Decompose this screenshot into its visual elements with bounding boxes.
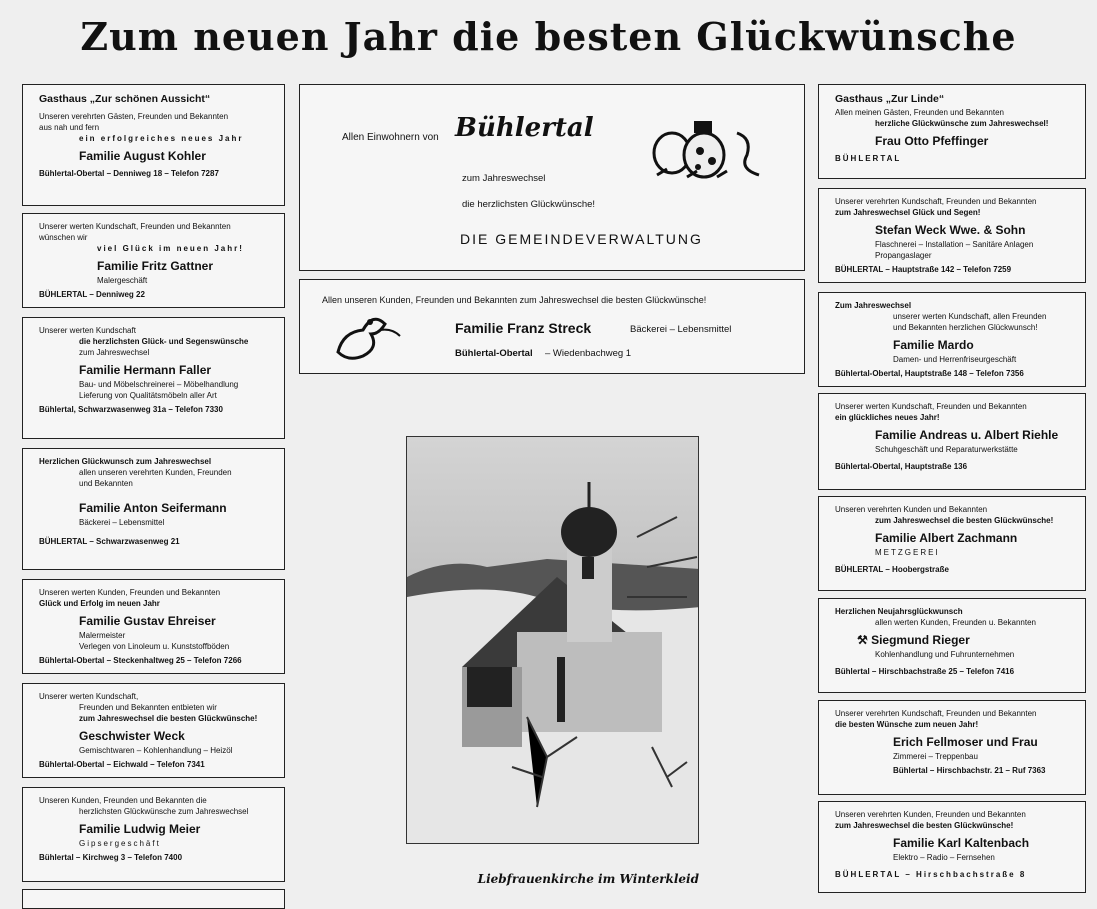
ad-line: Unserer werten Kundschaft, Freunden und Bekannten [39,222,231,231]
ad-zachmann [818,496,1086,591]
ad-place: Bühlertal-Obertal – Steckenhaltweg 25 – Telefon 7266 [39,656,242,665]
ad-name: Familie Hermann Faller [79,363,212,377]
ad-sub: Malergeschäft [97,276,148,285]
ad-meier [22,787,285,882]
ad-line: Unserer werten Kundschaft, Freunden und Bekannten [835,402,1027,411]
ad-line: allen werten Kunden, Freunden u. Bekannten [875,618,1037,627]
ad-line: Unseren verehrten Gästen, Freunden und Bekannten [39,112,229,121]
ad-line: unserer werten Kundschaft, allen Freunden [893,312,1047,321]
ad-line: Allen meinen Gästen, Freunden und Bekannten [835,108,1005,117]
ad-sub: Zimmerei – Treppenbau [893,752,978,761]
ad-pfeffinger [818,84,1086,179]
ad-stefan-weck [818,188,1086,283]
ad-line: Unserer verehrten Kundschaft, Freunden und Bekannten [835,709,1037,718]
baker-illustration [330,312,405,367]
ad-riehle [818,393,1086,490]
ad-place: BÜHLERTAL – Hauptstraße 142 – Telefon 7259 [835,265,1012,274]
ad-sub: METZGEREI [875,548,940,557]
ad-town: Bühlertal [455,113,594,143]
ad-line: allen unseren verehrten Kunden, Freunden [79,468,232,477]
ad-line: zum Jahreswechsel [462,173,546,184]
ad-gattner [22,213,285,308]
ad-sub: Malermeister [79,631,126,640]
ad-sub: Bäckerei – Lebensmittel [79,518,165,527]
ad-place: Bühlertal, Schwarzwasenweg 31a – Telefon 7330 [39,405,223,414]
ad-line: ein glückliches neues Jahr! [835,413,940,422]
ad-name: Familie Andreas u. Albert Riehle [875,428,1059,442]
ad-line: Glück und Erfolg im neuen Jahr [39,599,160,608]
ad-place: BÜHLERTAL – Schwarzwasenweg 21 [39,537,180,546]
ad-line: Unseren verehrten Kunden, Freunden und Bekannten [835,810,1026,819]
ad-seifermann [22,448,285,570]
ad-line: Unseren verehrten Kunden und Bekannten [835,505,988,514]
ad-name: Familie Albert Zachmann [875,531,1018,545]
ad-place: Bühlertal – Kirchweg 3 – Telefon 7400 [39,853,183,862]
ad-sub: Elektro – Radio – Fernsehen [893,853,995,862]
ad-place: Bühlertal – Hirschbachstr. 21 – Ruf 7363 [893,766,1046,775]
ad-name: Stefan Weck Wwe. & Sohn [875,223,1026,237]
ad-name: Geschwister Weck [79,729,185,743]
ad-weck [22,683,285,778]
ad-sub: Flaschnerei – Installation – Sanitäre Anlagen [875,240,1034,249]
ad-name: Familie Gustav Ehreiser [79,614,216,628]
ad-place: Bühlertal – Hirschbachstraße 25 – Telefon 7416 [835,667,1015,676]
ad-sub: Kohlenhandlung und Fuhrunternehmen [875,650,1015,659]
ad-sub: Gemischtwaren – Kohlenhandlung – Heizöl [79,746,233,755]
ad-name: Erich Fellmoser und Frau [893,735,1038,749]
ad-sub: Verlegen von Linoleum u. Kunststoffböden [79,642,230,651]
ad-sub: Gipsergeschäft [79,839,161,848]
ad-place: BÜHLERTAL – Hoobergstraße [835,565,949,574]
photo-caption: Liebfrauenkirche im Winterkleid [477,872,699,886]
ad-line: zum Jahreswechsel [79,348,150,357]
ad-line: Herzlichen Glückwunsch zum Jahreswechsel [39,457,212,466]
ad-line: Unserer werten Kundschaft, [39,692,139,701]
ad-kohler [22,84,285,206]
ad-line: zum Jahreswechsel die besten Glückwünsche! [79,714,258,723]
ad-name: Familie Ludwig Meier [79,822,201,836]
ad-line: wünschen wir [39,233,88,242]
ad-line: ein erfolgreiches neues Jahr [79,134,244,143]
ad-sub: Schuhgeschäft und Reparaturwerkstätte [875,445,1018,454]
ad-place: BÜHLERTAL – Hirschbachstraße 8 [835,870,1027,879]
ad-partial [22,889,285,909]
ad-fellmoser [818,700,1086,795]
ad-line: zum Jahreswechsel die besten Glückwünsche! [835,821,1014,830]
ad-line: viel Glück im neuen Jahr! [97,244,244,253]
ad-name: Familie Anton Seifermann [79,501,227,515]
ad-intro: Allen Einwohnern von [342,132,439,143]
ad-line: die herzlichsten Glückwünsche! [462,199,596,210]
ad-line: und Bekannten herzlichen Glückwunsch! [893,323,1038,332]
ad-name: Frau Otto Pfeffinger [875,134,989,148]
ad-head: Gasthaus „Zur Linde“ [835,93,945,105]
ad-intro: Allen unseren Kunden, Freunden und Bekannten zum Jahreswechsel die besten Glückwünsche! [322,295,707,305]
tools-icon: ⚒ [857,633,872,647]
ad-place: Bühlertal-Obertal – Eichwald – Telefon 7341 [39,760,205,769]
ad-name: Familie August Kohler [79,149,206,163]
ad-ehreiser [22,579,285,674]
ad-line: aus nah und fern [39,123,100,132]
ad-line: Freunden und Bekannten entbieten wir [79,703,217,712]
ad-mardo [818,292,1086,387]
ad-place: BÜHLERTAL – Denniweg 22 [39,290,145,299]
ad-line: Unseren Kunden, Freunden und Bekannten die [39,796,207,805]
ad-line: Herzlichen Neujahrsglückwunsch [835,607,963,616]
ad-sub: Damen- und Herrenfriseurgeschäft [893,355,1017,364]
ad-rieger [818,598,1086,693]
ad-line: Zum Jahreswechsel [835,301,912,310]
ad-line: Unseren werten Kunden, Freunden und Bekannten [39,588,221,597]
ad-place: BÜHLERTAL [835,154,902,163]
church-illustration [407,437,699,844]
ad-sub: Bau- und Möbelschreinerei – Möbelhandlung [79,380,239,389]
ad-line: die besten Wünsche zum neuen Jahr! [835,720,979,729]
ad-signature: DIE GEMEINDEVERWALTUNG [460,231,703,247]
ad-name-text: Siegmund Rieger [871,633,970,647]
ad-name: Familie Fritz Gattner [97,259,214,273]
ad-line: herzlichsten Glückwünsche zum Jahreswechsel [79,807,249,816]
mascot-illustration [642,113,767,183]
ad-place: Bühlertal-Obertal [455,348,533,359]
ad-streck [299,279,805,374]
ad-name: Familie Franz Streck [455,320,592,336]
ad-place: Bühlertal-Obertal, Hauptstraße 148 – Telefon 7356 [835,369,1024,378]
ad-place: Bühlertal-Obertal – Denniweg 18 – Telefon 7287 [39,169,219,178]
ad-name [835,631,1075,649]
ad-name: Familie Karl Kaltenbach [893,836,1030,850]
ad-head: Gasthaus „Zur schönen Aussicht“ [39,93,211,105]
ad-line: Unserer werten Kundschaft [39,326,136,335]
ad-gemeinde [299,84,805,271]
ad-sub: Bäckerei – Lebensmittel [630,324,732,335]
ad-line: zum Jahreswechsel die besten Glückwünsche! [875,516,1054,525]
ad-line: und Bekannten [79,479,133,488]
ad-name: Familie Mardo [893,338,974,352]
ad-place: Bühlertal-Obertal, Hauptstraße 136 [835,462,968,471]
ad-line: zum Jahreswechsel Glück und Segen! [835,208,981,217]
ad-sub: Lieferung von Qualitätsmöbeln aller Art [79,391,217,400]
ad-line: die herzlichsten Glück- und Segenswünsche [79,337,249,346]
ad-line: Unserer verehrten Kundschaft, Freunden und Bekannten [835,197,1037,206]
page-title: Zum neuen Jahr die besten Glückwünsche [80,14,1017,59]
ad-sub: Propangaslager [875,251,932,260]
ad-kaltenbach [818,801,1086,893]
church-photo [406,436,699,844]
ad-line: herzliche Glückwünsche zum Jahreswechsel! [875,119,1049,128]
ad-faller [22,317,285,439]
ad-address: – Wiedenbachweg 1 [545,348,632,359]
